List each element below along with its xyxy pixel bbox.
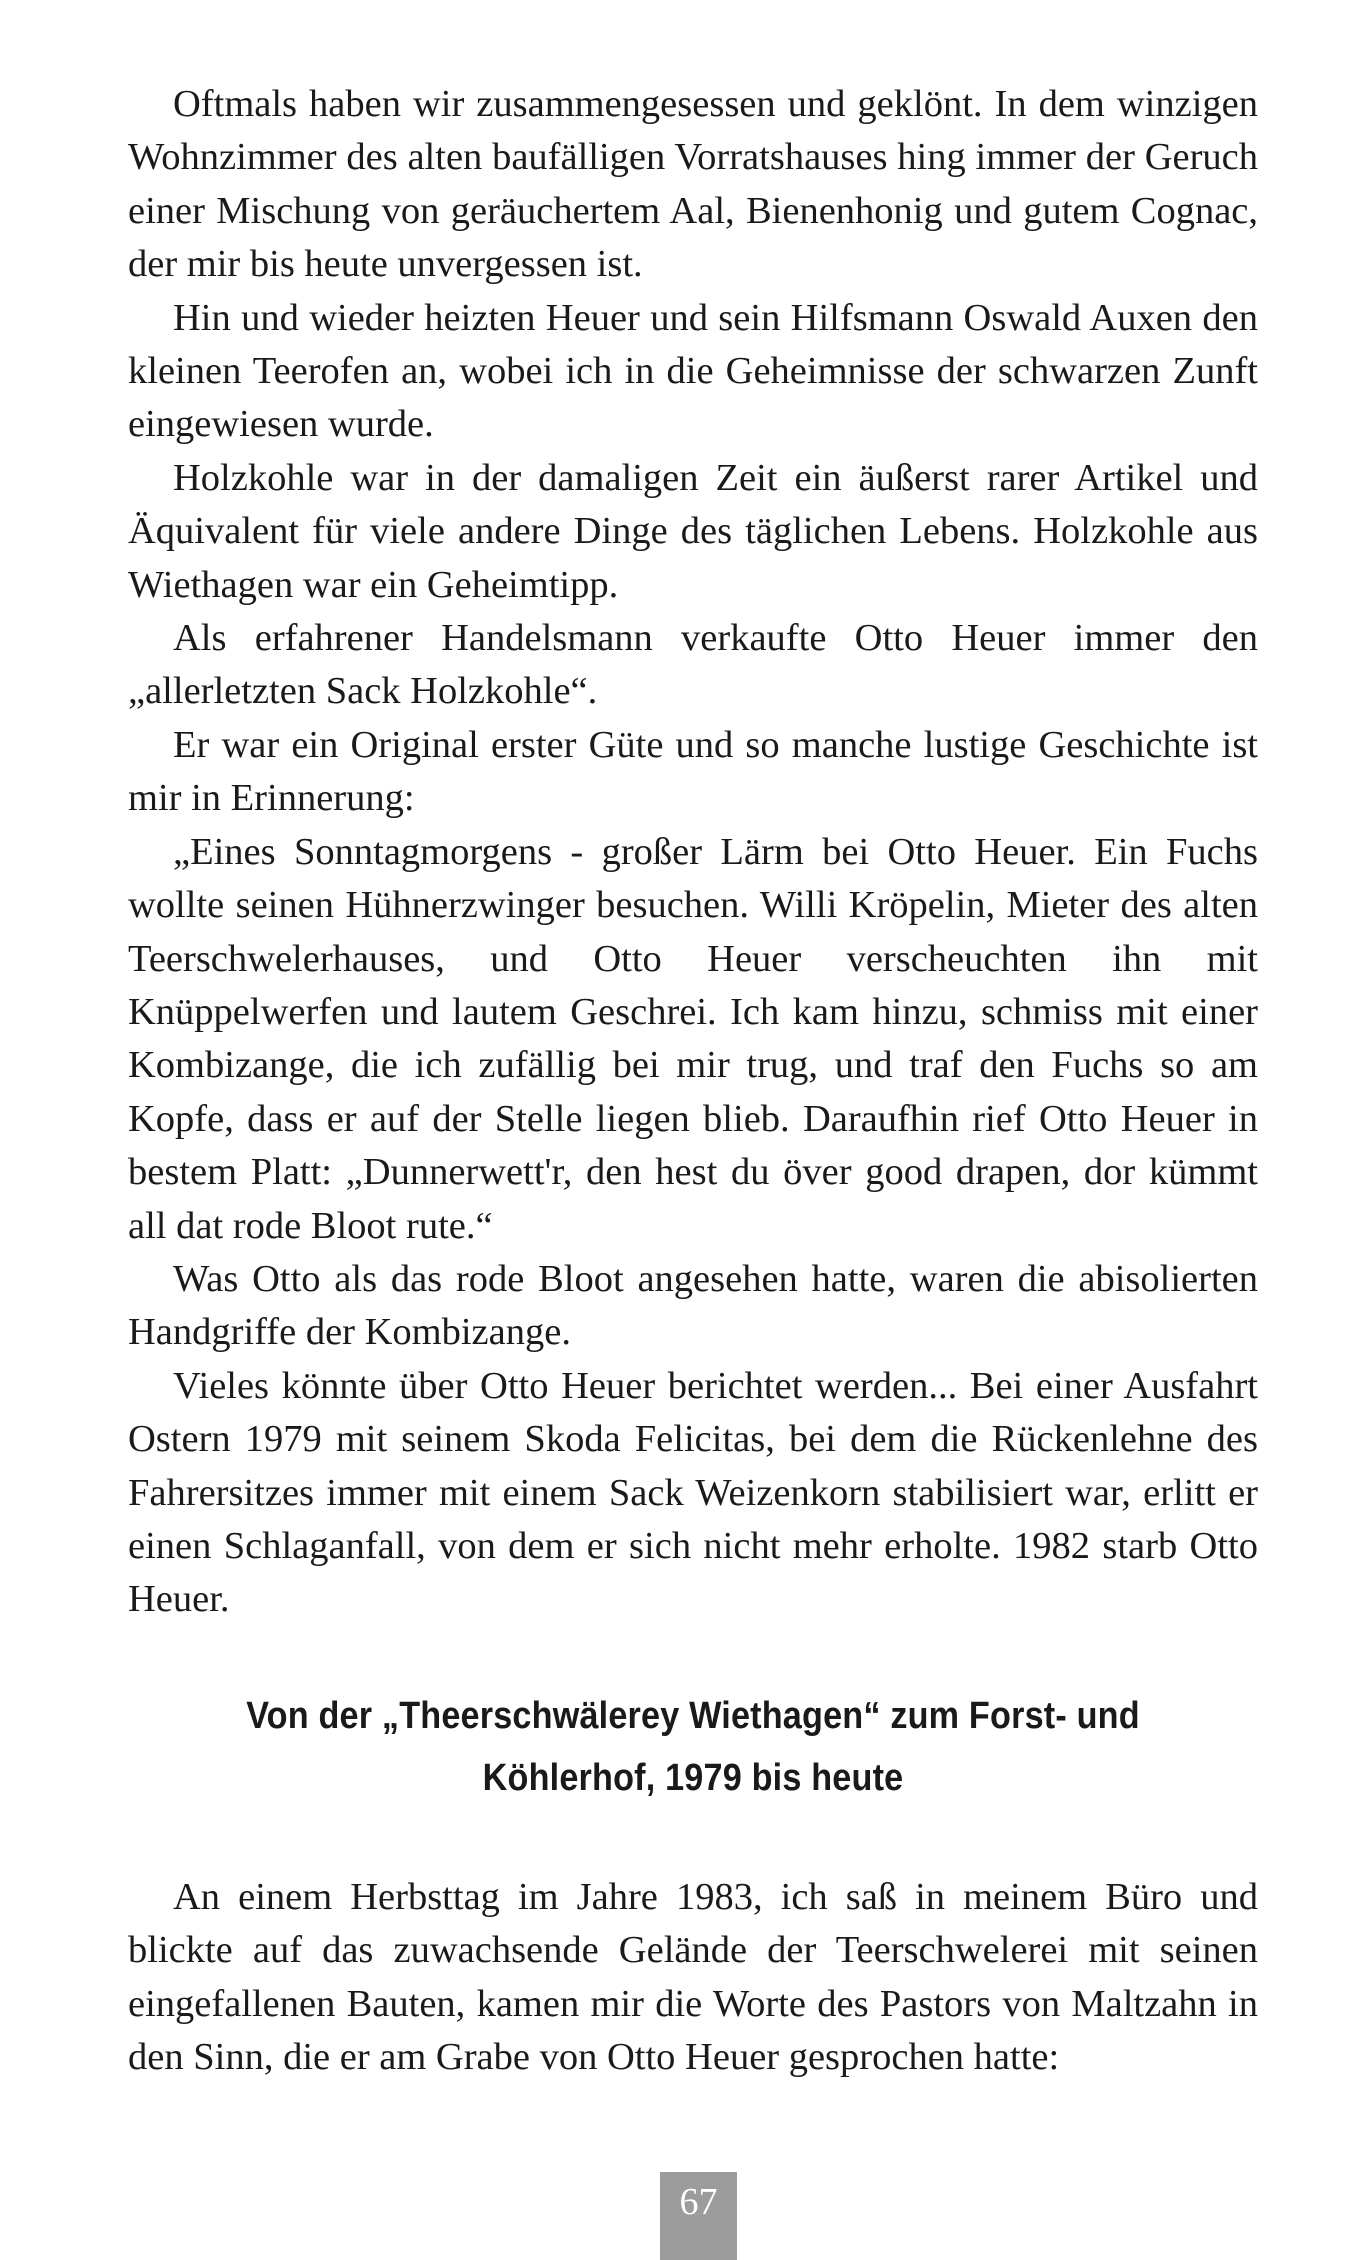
paragraph-7: Was Otto als das rode Bloot angesehen hatte, waren die abisolierten Handgriffe der Kombizange. [128,1257,1258,1354]
page-number: 67 [679,2181,718,2223]
paragraph-4: Als erfahrener Handelsmann verkaufte Otto Heuer immer den „allerletzten Sack Holzkohle“. [128,617,1258,713]
paragraph-8: Vieles könnte über Otto Heuer berichtet werden... Bei einer Ausfahrt Ostern 1979 mit seinem Skoda Felicitas, bei dem die Rückenlehne des Fahrersitzes immer mit einem Sack Weizenkorn stabilisiert war, erlitt er einen Schlaganfall, von dem er sich nicht mehr erholte. 1982 starb Otto Heuer. [128,1364,1258,1621]
paragraph-after-heading: An einem Herbsttag im Jahre 1983, ich saß in meinem Büro und blickte auf das zuwachsende Gelände der Teerschwelerei mit seinen eingefallenen Bauten, kamen mir die Worte des Pastors von Maltzahn in den Sinn, die er am Grabe von Otto Heuer gesprochen hatte: [128,1875,1258,2078]
paragraph-1: Oftmals haben wir zusammengesessen und geklönt. In dem winzigen Wohnzimmer des alten baufälligen Vorratshauses hing immer der Geruch einer Mischung von geräuchertem Aal, Bienenhonig und gutem Cognac, der mir bis heute unvergessen ist. [128,83,1258,286]
page-text-block [128,78,1258,2084]
paragraph-6-anecdote: „Eines Sonntagmorgens - großer Lärm bei Otto Heuer. Ein Fuchs wollte seinen Hühnerzwinger besuchen. Willi Kröpelin, Mieter des alten Teerschwelerhauses, und Otto Heuer verscheuchten ihn mit Knüppelwerfen und lautem Geschrei. Ich kam hinzu, schmiss mit einer Kombizange, die ich zufällig bei mir trug, und traf den Fuchs so am Kopfe, dass er auf der Stelle liegen blieb. Daraufhin rief Otto Heuer in bestem Platt: „Dunnerwett'r, den hest du över good drapen, dor kümmt all dat rode Bloot rute.“ [128,830,1258,1247]
paragraph-5: Er war ein Original erster Güte und so manche lustige Geschichte ist mir in Erinnerung: [128,723,1258,820]
paragraph-2: Hin und wieder heizten Heuer und sein Hilfsmann Oswald Auxen den kleinen Teerofen an, wobei ich in die Geheimnisse der schwarzen Zunft eingewiesen wurde. [128,296,1258,446]
section-heading-line-1: Von der „Theerschwälerey Wiethagen“ zum Forst- und [246,1694,1140,1737]
page-number-box [660,2172,737,2260]
section-heading-line-2: Köhlerhof, 1979 bis heute [482,1756,904,1799]
paragraph-3: Holzkohle war in der damaligen Zeit ein äußerst rarer Artikel und Äquivalent für viele andere Dinge des täglichen Lebens. Holzkohle aus Wiethagen war ein Geheimtipp. [128,456,1258,606]
section-heading [185,1685,1202,1809]
